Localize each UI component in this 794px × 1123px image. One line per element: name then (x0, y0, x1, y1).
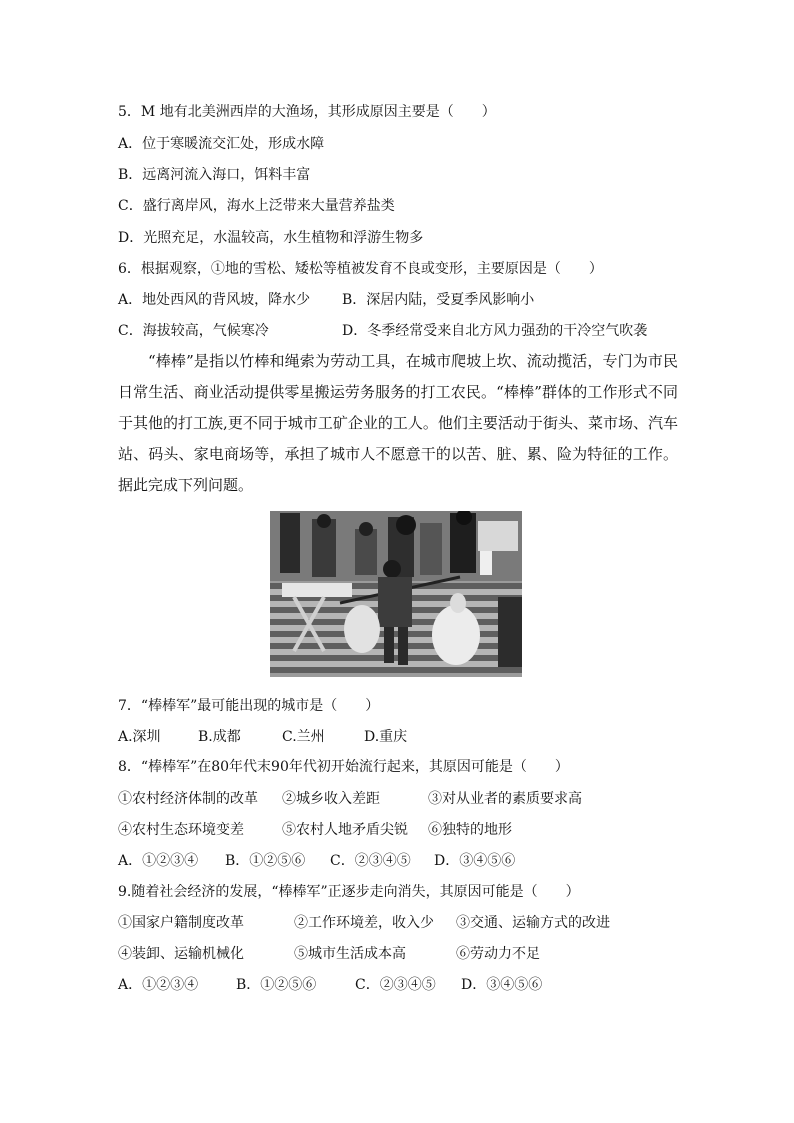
question-7-option-d: D.重庆 (364, 729, 408, 745)
question-5-option-a: A．位于寒暖流交汇处，形成水障 (118, 136, 325, 152)
question-9-option-c: C．②③④⑤ (355, 977, 436, 993)
question-9-item-5: ⑤城市生活成本高 (294, 946, 406, 962)
question-6-option-a: A．地处西风的背风坡，降水少 (118, 292, 311, 308)
question-8-item-5: ⑤农村人地矛盾尖锐 (282, 822, 408, 838)
question-6-option-b: B．深居内陆，受夏季风影响小 (342, 292, 535, 308)
question-6-option-d: D．冬季经常受来自北方风力强劲的干冷空气吹袭 (342, 323, 648, 339)
question-5-option-d: D．光照充足，水温较高，水生植物和浮游生物多 (118, 230, 424, 246)
question-9-item-4: ④装卸、运输机械化 (118, 946, 244, 962)
question-8-stem: 8．“棒棒军”在80年代末90年代初开始流行起来，其原因可能是（ ） (118, 759, 569, 775)
question-8-option-a: A．①②③④ (118, 853, 199, 869)
porter-on-stairs-image (270, 511, 522, 677)
question-9-stem: 9.随着社会经济的发展，“棒棒军”正逐步走向消失，其原因可能是（ ） (118, 884, 580, 900)
question-9-option-d: D．③④⑤⑥ (461, 977, 543, 993)
question-7-stem: 7．“棒棒军”最可能出现的城市是（ ） (118, 698, 380, 714)
question-6-option-c: C．海拔较高，气候寒冷 (118, 323, 269, 339)
question-7-option-b: B.成都 (198, 729, 241, 745)
question-9-item-6: ⑥劳动力不足 (456, 946, 540, 962)
question-8-option-c: C．②③④⑤ (330, 853, 411, 869)
question-8-item-6: ⑥独特的地形 (428, 822, 512, 838)
porter-photo (270, 511, 522, 677)
question-5-option-b: B．远离河流入海口，饵料丰富 (118, 167, 311, 183)
question-8-item-1: ①农村经济体制的改革 (118, 791, 258, 807)
question-9-item-3: ③交通、运输方式的改进 (456, 915, 610, 931)
question-8-item-4: ④农村生态环境变差 (118, 822, 244, 838)
passage-text: “棒棒”是指以竹棒和绳索为劳动工具，在城市爬坡上坎、流动揽活，专门为市民日常生活、商业活动提供零星搬运劳务服务的打工农民。“棒棒”群体的工作形式不同于其他的打工族,更不同于城市工矿企业的工人。他们主要活动于街头、菜市场、汽车站、码头、家电商场等，承担了城市人不愿意干的以苦、脏、累、险为特征的工作。据此完成下列问题。 (118, 352, 678, 494)
question-6-stem: 6．根据观察，①地的雪松、矮松等植被发育不良或变形，主要原因是（ ） (118, 261, 603, 277)
question-8-option-b: B．①②⑤⑥ (225, 853, 306, 869)
question-8-item-3: ③对从业者的素质要求高 (428, 791, 582, 807)
question-7-option-a: A.深圳 (118, 729, 161, 745)
question-9-option-a: A．①②③④ (118, 977, 199, 993)
question-8-option-d: D．③④⑤⑥ (434, 853, 516, 869)
question-9-option-b: B．①②⑤⑥ (236, 977, 317, 993)
question-9-item-1: ①国家户籍制度改革 (118, 915, 244, 931)
question-7-option-c: C.兰州 (282, 729, 325, 745)
question-5-option-c: C．盛行离岸风，海水上泛带来大量营养盐类 (118, 198, 395, 214)
question-9-item-2: ②工作环境差，收入少 (294, 915, 434, 931)
question-5-stem: 5．M 地有北美洲西岸的大渔场，其形成原因主要是（ ） (118, 104, 496, 120)
question-8-item-2: ②城乡收入差距 (282, 791, 380, 807)
